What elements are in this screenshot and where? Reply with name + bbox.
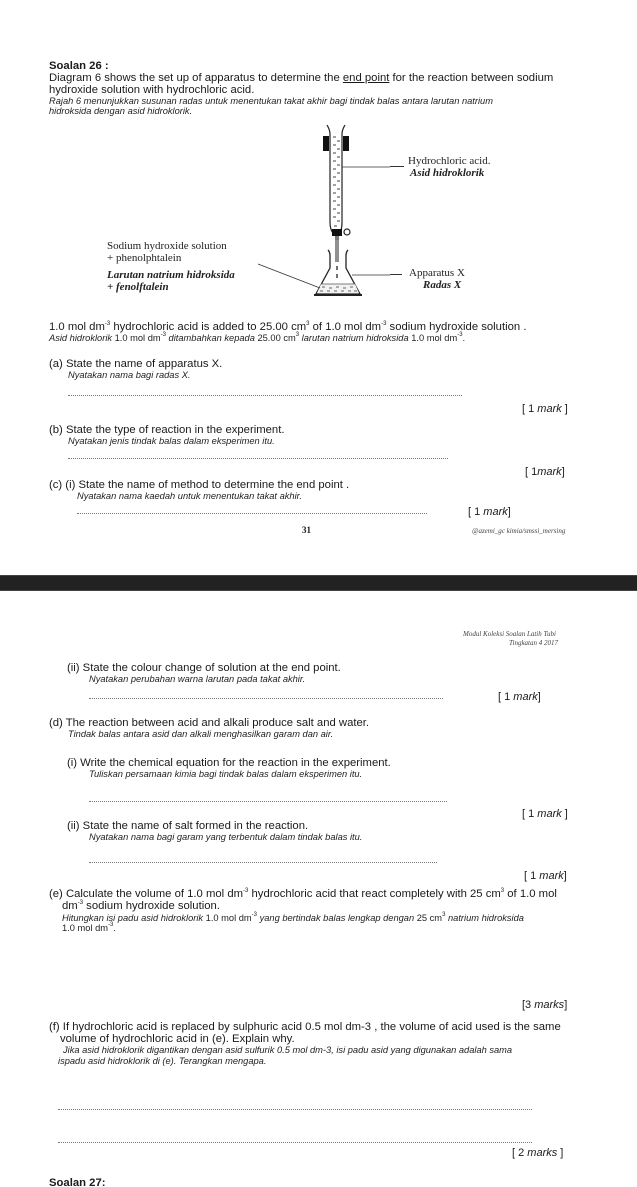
question-a-en: (a) State the name of apparatus X. [49, 358, 223, 370]
page-number: 31 [302, 525, 311, 535]
label-naoh-ms-1: Larutan natrium hidroksida [107, 269, 235, 281]
marks-d-ii: [ 1 mark] [524, 870, 567, 882]
question-f-en-line1: (f) If hydrochloric acid is replaced by sulphuric acid 0.5 mol dm-3 , the volume of acid used is the same [49, 1021, 561, 1033]
marks-b: [ 1mark] [525, 466, 565, 478]
question-e-ms-line1: Hitungkan isi padu asid hidroklorik 1.0 mol $dm^{-3}$ yang bertindak balas lengkap dengan 25 $cm^3$ natrium hidroksida [62, 912, 524, 923]
statement-ms: Asid hidroklorik 1.0 mol $dm^{-3}$ ditambahkan kepada 25.00 $cm^3$ larutan natrium hidroksida 1.0 mol $dm^{-3}$. [49, 332, 466, 343]
marks-d-i: [ 1 mark ] [522, 808, 568, 820]
question-e-en-line1: (e) Calculate the volume of 1.0 mol $dm^{-3}$ hydrochloric acid that react completely with 25 $cm^3$ of 1.0 mol [49, 888, 557, 900]
answer-line-f-2[interactable] [58, 1142, 532, 1143]
header-form-year: Tingkatan 4 2017 [509, 639, 559, 647]
answer-line-d-i[interactable] [89, 801, 447, 802]
question-e-ms-line2: 1.0 mol $dm^{-3}$. [62, 922, 116, 933]
marks-c-ii: [ 1 mark] [498, 691, 541, 703]
question-a-ms: Nyatakan nama bagi radas X. [68, 370, 191, 380]
question-d-ii-en: (ii) State the name of salt formed in the reaction. [67, 820, 309, 832]
question-d-ii-ms: Nyatakan nama bagi garam yang terbentuk dalam tindak balas itu. [89, 832, 363, 842]
answer-line-d-ii[interactable] [89, 862, 437, 863]
label-acid-en: Hydrochloric acid. [408, 155, 491, 167]
label-apparatus-ms: Radas X [423, 279, 462, 291]
marks-f: [ 2 marks ] [512, 1147, 564, 1159]
question-d-i-ms: Tuliskan persamaan kimia bagi tindak balas dalam eksperimen itu. [89, 769, 363, 779]
acid-liquid [333, 137, 340, 226]
answer-line-c-i[interactable] [77, 513, 427, 514]
tap-handle [344, 229, 350, 235]
answer-line-f-1[interactable] [58, 1109, 532, 1110]
burette-clamp-left [323, 136, 329, 151]
answer-line-c-ii[interactable] [89, 698, 443, 699]
burette-clamp-right [343, 136, 349, 151]
question-f-en-line2: volume of hydrochloric acid in (e). Explain why. [60, 1033, 295, 1045]
question-b-ms: Nyatakan jenis tindak balas dalam eksperimen itu. [68, 436, 275, 446]
question-c-ii-ms: Nyatakan perubahan warna larutan pada takat akhir. [89, 674, 306, 684]
label-naoh-ms-2: + fenolftalein [107, 281, 169, 293]
question-d-i-en: (i) Write the chemical equation for the reaction in the experiment. [67, 757, 391, 769]
answer-line-b[interactable] [68, 458, 448, 459]
marks-e: [3 marks] [522, 999, 568, 1011]
question-d-en: (d) The reaction between acid and alkali produce salt and water. [49, 717, 370, 729]
statement-en: 1.0 mol $dm^{-3}$ hydrochloric acid is added to 25.00 $cm^3$ of 1.0 mol $dm^{-3}$ sodium hydroxide solution . [49, 321, 527, 333]
question-f-ms-line1: Jika asid hidroklorik digantikan dengan asid sulfurik 0.5 mol dm-3, isi padu asid yang digunakan adalah sama [63, 1045, 513, 1055]
marks-c-i: [ 1 mark] [468, 506, 511, 518]
header-module-title: Modul Koleksi Soalan Latih Tubi [463, 630, 556, 638]
answer-line-a[interactable] [68, 395, 462, 396]
next-question-title: Soalan 27: [49, 1177, 106, 1187]
page-separator [0, 575, 637, 591]
question-title: Soalan 26 : [49, 60, 109, 72]
burette-tap [332, 229, 342, 236]
leader-line-apparatus [390, 274, 402, 275]
leader-line-acid [390, 166, 404, 167]
answer-area-e[interactable] [62, 940, 562, 998]
question-c-i-ms: Nyatakan nama kaedah untuk menentukan takat akhir. [77, 491, 302, 501]
intro-en-line1: Diagram 6 shows the set up of apparatus to determine the end point for the reaction between sodium [49, 72, 554, 84]
intro-en-line2: hydroxide solution with hydrochloric acid. [49, 84, 255, 96]
question-f-ms-line2: ispadu asid hidroklorik di (e). Terangkan mengapa. [58, 1056, 267, 1066]
label-apparatus-en: Apparatus X [409, 267, 465, 279]
label-naoh-en-1: Sodium hydroxide solution [107, 240, 227, 252]
intro-ms-line2: hidroksida dengan asid hidroklorik. [49, 106, 193, 116]
question-b-en: (b) State the type of reaction in the experiment. [49, 424, 285, 436]
label-acid-ms: Asid hidroklorik [410, 167, 485, 179]
marks-a: [ 1 mark ] [522, 403, 568, 415]
question-c-i-en: (c) (i) State the name of method to determine the end point . [49, 479, 350, 491]
question-c-ii-en: (ii) State the colour change of solution at the end point. [67, 662, 341, 674]
question-e-en-line2: $dm^{-3}$ sodium hydroxide solution. [62, 900, 220, 912]
leader-line-naoh [256, 262, 322, 292]
question-d-ms: Tindak balas antara asid dan alkali menghasilkan garam dan air. [68, 729, 334, 739]
end-point-underlined: end point [342, 72, 390, 84]
intro-ms-line1: Rajah 6 menunjukkan susunan radas untuk menentukan takat akhir bagi tindak balas antara larutan natrium [49, 96, 493, 106]
label-naoh-en-2: + phenolphtalein [107, 252, 182, 264]
credit-text: @azemi_gc kimia/smssi_mersing [472, 527, 566, 535]
